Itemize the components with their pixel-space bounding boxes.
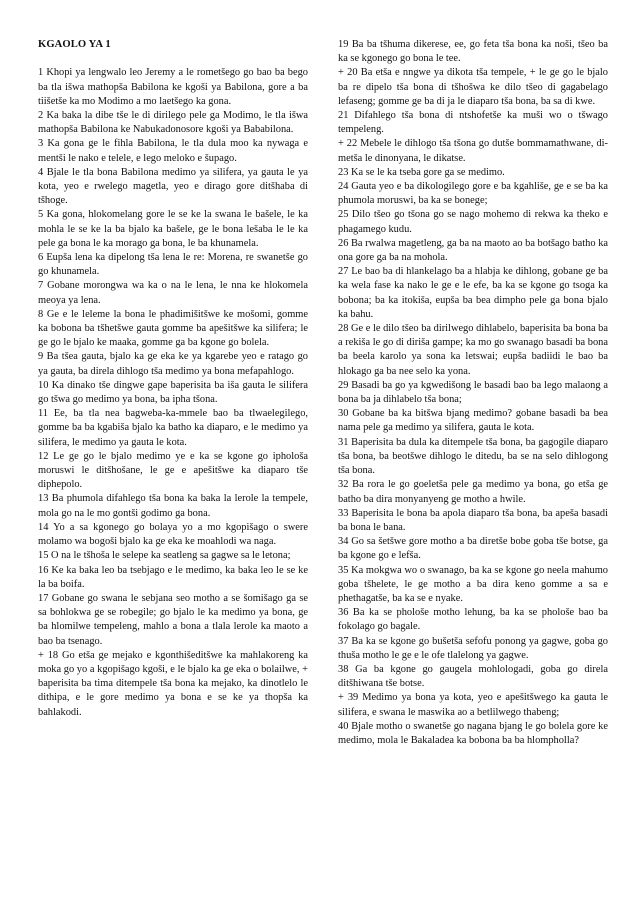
verse-paragraph: 28 Ge e le dilo tšeo ba dirilwego dihlabelo, baperisita ba bona ba a rekiša le go di diriša gampe; ka mo go swanago basadi ba bona ba beela karolo ya sona ka letswai; eupša badiidi le bao ba hlokago ga ba nee selo ka yona. [338,323,608,377]
verse-paragraph: + 22 Mebele le dihlogo tša tšona go dutše bommamathwane, di- metša le dinonyana, le dikatse. [338,138,608,164]
verse-paragraph: 25 Dilo tšeo go tšona go se nago mohemo di rekwa ka theko e phagamego kudu. [338,209,608,235]
right-column [338,38,608,868]
verse-paragraph: 12 Le ge go le bjalo medimo ye e ka se kgone go iphološa moruswi le ditšhošane, le ge e apešitšwe ka diaparo tše diphepolo. [38,450,308,491]
verse-paragraph: 33 Baperisita le bona ba apola diaparo tša bona, ba apeša basadi ba bona le bana. [338,507,608,533]
verse-paragraph: 30 Gobane ba ka bitšwa bjang medimo? gobane basadi ba bea nama pele ga medimo ya silifera, gauta le kota. [338,408,608,434]
verse-paragraph: + 20 Ba etša e nngwe ya dikota tša tempele, + le ge go le bjalo ba re dipelo tša bona di tšhošwa ke dilo tšeo di gagabelago lefaseng; gomme ge ba di ja le diaparo tša bona, ba sa di kwe. [338,67,608,107]
verse-paragraph: 21 Difahlego tša bona di ntshofetše ka muši wo o tšwago tempeleng. [338,110,608,136]
verse-paragraph: 35 Ka mokgwa wo o swanago, ba ka se kgone go neela mahumo goba tšhelete, le ge motho a ba dira keno gomme a sa e phethagatše, ba ka se e nyake. [338,564,608,604]
verse-paragraph: 11 Ee, ba tla nea bagweba-ka-mmele bao ba tlwaelegilego, gomme ba ba kgabiša bjalo ka batho ka diaparo, e le medimo ya silifera, le medimo ya gauta le kota. [38,408,308,448]
verse-paragraph: 26 Ba rwalwa magetleng, ga ba na maoto ao ba botšago batho ka ona gore ga ba na mohola. [338,237,608,264]
verse-paragraph: 40 Bjale motho o swanetše go nagana bjang le go bolela gore ke medimo, mola le Bakaladea ka bobona ba ba hlompholla? [338,720,608,746]
verse-paragraph: 5 Ka gona, hlokomelang gore le se ke la swana le bašele, le ka mohla le se ke la ba bjalo ka bašele, ge le bona lešaba le le ka pele ga bona le ka morago ga bona, le ba khunamela. [38,209,308,249]
verse-paragraph: + 39 Medimo ya bona ya kota, yeo e apešitšwego ka gauta le silifera, e swana le maswika ao a betlilwego thabeng; [338,692,608,718]
verse-paragraph: 13 Ba phumola difahlego tša bona ka baka la lerole la tempele, mola go na le mo gontši godimo ga bona. [38,493,308,519]
verse-paragraph: 15 O na le tšhoša le selepe ka seatleng sa gagwe sa le letona; [38,550,291,562]
left-verses [38,66,308,719]
verse-paragraph: 14 Yo a sa kgonego go bolaya yo a mo kgopišago o swere molamo wa bogoši bjalo ka ge eka ke moahlodi wa naga. [38,521,308,548]
verse-paragraph: + 18 Go etša ge mejako e kgonthišeditšwe ka mahlakoreng ka moka go yo a kgopišago kgoši, e le bjalo ka ge eka o bolailwe, + baperisita ba tima ditempele tša bona ka mejako, ka dinotlelo le dithipa, e le gore medimo ya bona e se ke ya thopša ka bahlakodi. [38,649,308,718]
verse-paragraph: 23 Ka se le ka tseba gore ga se medimo. [338,166,505,178]
verse-paragraph: 7 Gobane morongwa wa ka o na le lena, le nna ke hlokomela meoya ya lena. [38,280,308,306]
right-verses [338,38,608,748]
document-page [38,38,608,868]
verse-paragraph: 32 Ba rora le go goeletša pele ga medimo ya bona, go etša ge batho ba dira monyanyeng ge motho a hwile. [338,479,608,505]
verse-paragraph: 16 Ke ka baka leo ba tsebjago e le medimo, ka baka leo le se ke la ba boifa. [38,564,308,590]
verse-paragraph: 34 Go sa šetšwe gore motho a ba diretše bobe goba tše botse, ga ba kgone go e lefša. [338,536,608,562]
left-column [38,38,308,868]
verse-paragraph: 37 Ba ka se kgone go bušetša sefofu ponong ya gagwe, goba go thuša motho le ge e le ofe tlalelong ya gagwe. [338,635,608,661]
verse-paragraph: 27 Le bao ba di hlankelago ba a hlabja ke dihlong, gobane ge ba ka wela fase ka nako le ge e le efe, ba ka se kgone go tsoga ka bobona; ba ka itokiša, eupša ba bea dimpho pele ga bona bjalo ka bahu. [338,266,608,320]
verse-paragraph: 1 Khopi ya lengwalo leo Jeremy a le rometšego go bao ba bego ba tla išwa mathopša Babilona ke kgoši ya Babilona, gore a ba tiišetše ka mo Modimo a mo laetšego ka gona. [38,67,308,107]
verse-paragraph: 31 Baperisita ba dula ka ditempele tša bona, ba gagogile diaparo tša bona, ba beotšwe dihlogo le ditedu, ba se na selo dihlogong tša bona. [338,436,608,477]
verse-paragraph: 38 Ga ba kgone go gaugela mohlologadi, goba go direla ditšhiwana tše botse. [338,663,608,690]
verse-paragraph: 10 Ka dinako tše dingwe gape baperisita ba iša gauta le silifera go tšwa go medimo ya bona, ba ipha tšona. [38,379,308,406]
verse-paragraph: 36 Ba ka se phološe motho lehung, ba ka se phološe bao ba fokolago go bagale. [338,607,608,633]
verse-paragraph: 17 Gobane go swana le sebjana seo motho a se šomišago ga se sa bohlokwa ge se robegile; go bjalo le ka medimo ya bona, ge ba hlomilwe tempeleng, mahlo a bona a tlala lerole ka maoto a bao ba tsenago. [38,592,308,647]
verse-paragraph: 6 Eupša lena ka dipelong tša lena le re: Morena, re swanetše go go khunamela. [38,252,308,278]
verse-paragraph: 29 Basadi ba go ya kgwedišong le basadi bao ba lego malaong a bona ba ja dihlabelo tša bona; [338,379,608,406]
verse-paragraph: 19 Ba ba tšhuma dikerese, ee, go feta tša bona ka noši, tšeo ba ka se kgonego go bona le tee. [338,39,608,65]
verse-paragraph: 9 Ba tšea gauta, bjalo ka ge eka ke ya kgarebe yeo e ratago go ya gauta, ba direla dihlogo tša medimo ya bona mefapahlogo. [38,351,308,377]
verse-paragraph: 3 Ka gona ge le fihla Babilona, le tla dula moo ka nywaga e mentši le nako e telele, e lego meloko e šupago. [38,138,308,164]
verse-paragraph: 8 Ge e le leleme la bona le phadimišitšwe ke mošomi, gomme ka bobona ba tšhetšwe gauta gomme ba apešitšwe ka silifera; le ge go le bjalo ke maaka, gomme ga ba kgone go bolela. [38,308,308,349]
verse-paragraph: 24 Gauta yeo e ba dikologilego gore e ba kgahliše, ge e se ba ka phumola moruswi, ba ka se bonege; [338,181,608,207]
chapter-title: KGAOLO YA 1 [38,39,111,50]
verse-paragraph: 2 Ka baka la dibe tše le di dirilego pele ga Modimo, le tla išwa mathopša Babilona ke Nabukadonosore kgoši ya Bababilona. [38,110,308,136]
verse-paragraph: 4 Bjale le tla bona Babilona medimo ya silifera, ya gauta le ya kota, yeo e rwelego magetla, yeo e dirago gore ditšhaba di tšhoge. [38,166,308,207]
